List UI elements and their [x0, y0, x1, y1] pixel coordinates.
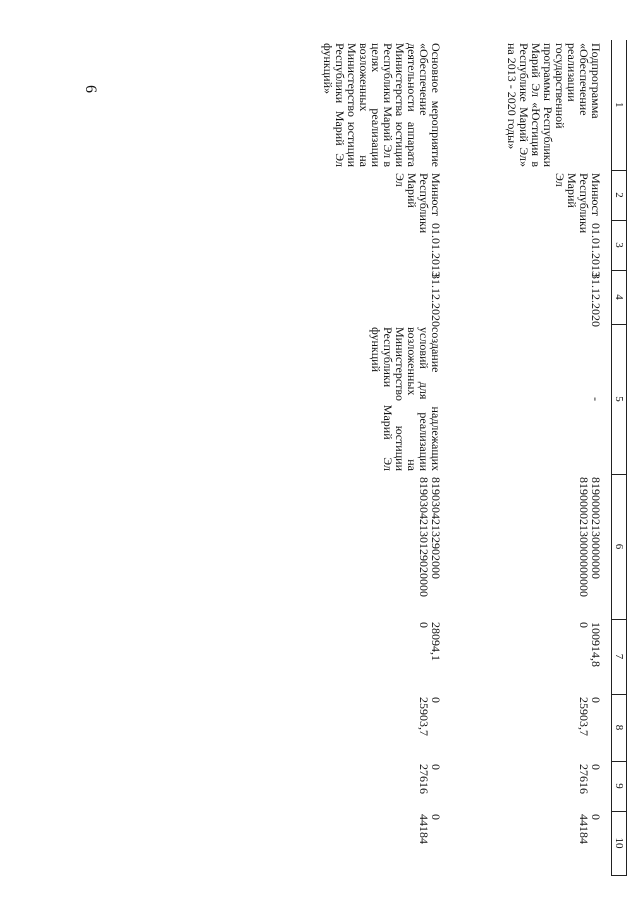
row-code: [452, 474, 612, 619]
value-line: 0: [429, 764, 444, 770]
header-cell: 9: [612, 761, 627, 811]
value-line: 44184: [577, 814, 591, 844]
row-value-col9: [452, 761, 612, 811]
value-line: 28094,1: [429, 622, 444, 661]
row-value-col8: [452, 694, 612, 761]
value-line: 0: [417, 622, 432, 628]
table-row: [452, 40, 612, 875]
value-line: 0: [577, 622, 591, 628]
header-cell: 5: [612, 324, 627, 474]
header-cell: 4: [612, 270, 627, 324]
header-cell: 7: [612, 619, 627, 694]
header-cell: 3: [612, 220, 627, 270]
header-cell: 1: [612, 40, 627, 170]
row-start-date: 01.01.2013: [589, 223, 603, 277]
value-line: 25903,7: [577, 697, 591, 736]
header-row: [612, 40, 627, 875]
row-name: Подпрограмма «Обеспечение реализации государственной программы Республики Марий Эл «Юстиция в Республике Марий Эл» на 2013 - 2020 годы»: [505, 43, 603, 167]
table-row: [252, 40, 452, 875]
header-cell: 2: [612, 170, 627, 220]
code-line: 81900002130000000000: [577, 477, 591, 597]
value-line: 0: [589, 764, 603, 770]
row-result: создание надлежащих условий для реализации возложенных на Министерство юстиции Республики Марий Эл функций: [369, 327, 444, 471]
row-value-col10: [252, 811, 452, 875]
value-line: 0: [429, 697, 444, 703]
value-line: 44184: [417, 814, 432, 844]
page-number: 6: [82, 85, 99, 93]
row-result: -: [589, 397, 603, 401]
row-value-col10: [452, 811, 612, 875]
value-line: 0: [589, 814, 603, 820]
row-executor: Минюст Республики Марий Эл: [393, 173, 444, 234]
budget-table-sheet: [112, 40, 627, 875]
row-value-col9: [252, 761, 452, 811]
value-line: 27616: [417, 764, 432, 794]
value-line: 0: [589, 697, 603, 703]
header-cell: 6: [612, 474, 627, 619]
row-start-date: 01.01.2013: [429, 223, 444, 277]
row-name: Основное мероприятие «Обеспечение деятельности аппарата Министерства юстиции Республики Марий Эл в целях реализации возложенных на Министерство юстиции Республики Марий Эл функций»: [321, 43, 444, 167]
value-line: 100914,8: [589, 622, 603, 667]
code-line: 81900002130000000: [589, 477, 603, 579]
row-value-col7: [252, 619, 452, 694]
row-code: [252, 474, 452, 619]
value-line: 25903,7: [417, 697, 432, 736]
row-end-date: 31.12.2020: [429, 273, 444, 327]
code-line: 81903042130129020000: [417, 477, 432, 597]
row-value-col8: [252, 694, 452, 761]
row-executor: Минюст Республики Марий Эл: [553, 173, 603, 234]
header-cell: 10: [612, 811, 627, 875]
row-value-col7: [452, 619, 612, 694]
row-end-date: 31.12.2020: [589, 273, 603, 327]
value-line: 0: [429, 814, 444, 820]
value-line: 27616: [577, 764, 591, 794]
code-line: 81903042132902000: [429, 477, 444, 579]
header-cell: 8: [612, 694, 627, 761]
budget-table: [252, 40, 628, 876]
